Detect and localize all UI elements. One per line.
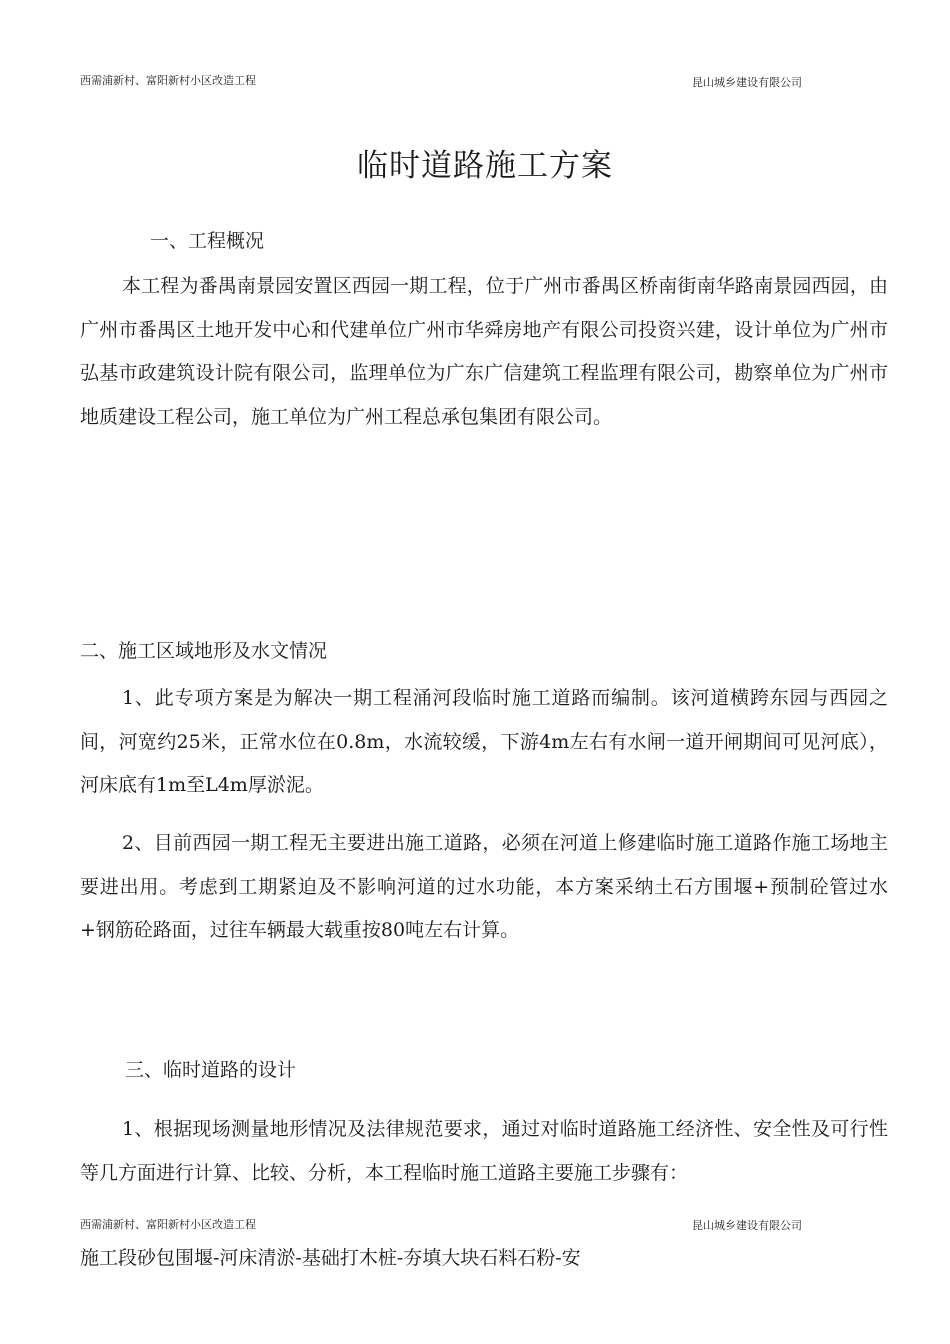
section-3-paragraph-1: 1、根据现场测量地形情况及法律规范要求，通过对临时道路施工经济性、安全性及可行性等几方面进行计算、比较、分析，本工程临时施工道路主要施工步骤有： — [80, 1118, 888, 1184]
header-left: 西需浦新村、富阳新村小区改造工程 — [80, 74, 256, 87]
section-2-paragraph-1: 1、此专项方案是为解决一期工程涌河段临时施工道路而编制。该河道横跨东园与西园之间，河宽约25米，正常水位在0.8m，水流较缓，下游4m左右有水闸一道开闸期间可见河底），河床底有1m至L4m厚淤泥。 — [80, 687, 888, 796]
footer-right: 昆山城乡建设有限公司 — [692, 1219, 802, 1232]
section-1-paragraph: 本工程为番禺南景园安置区西园一期工程，位于广州市番禺区桥南街南华路南景园西园，由广州市番禺区土地开发中心和代建单位广州市华舜房地产有限公司投资兴建，设计单位为广州市弘基市政建筑设计院有限公司，监理单位为广东广信建筑工程监理有限公司，勘察单位为广州市地质建设工程公司，施工单位为广州工程总承包集团有限公司。 — [80, 275, 888, 428]
section-2-paragraph-2: 2、目前西园一期工程无主要进出施工道路，必须在河道上修建临时施工道路作施工场地主要进出用。考虑到工期紧迫及不影响河道的过水功能，本方案采纳土石方围堰+预制砼管过水+钢筋砼路面，过往车辆最大载重按80吨左右计算。 — [80, 832, 888, 941]
section-2-heading: 二、施工区域地形及水文情况 — [80, 640, 328, 662]
footer-left: 西需浦新村、富阳新村小区改造工程 — [80, 1218, 256, 1231]
section-1-heading: 一、工程概况 — [150, 230, 265, 252]
header-right: 昆山城乡建设有限公司 — [692, 76, 802, 89]
section-3-heading: 三、临时道路的设计 — [125, 1059, 297, 1081]
continuation-text: 施工段砂包围堰-河床清淤-基础打木桩-夯填大块石料石粉-安 — [80, 1247, 581, 1269]
document-title: 临时道路施工方案 — [357, 148, 613, 184]
